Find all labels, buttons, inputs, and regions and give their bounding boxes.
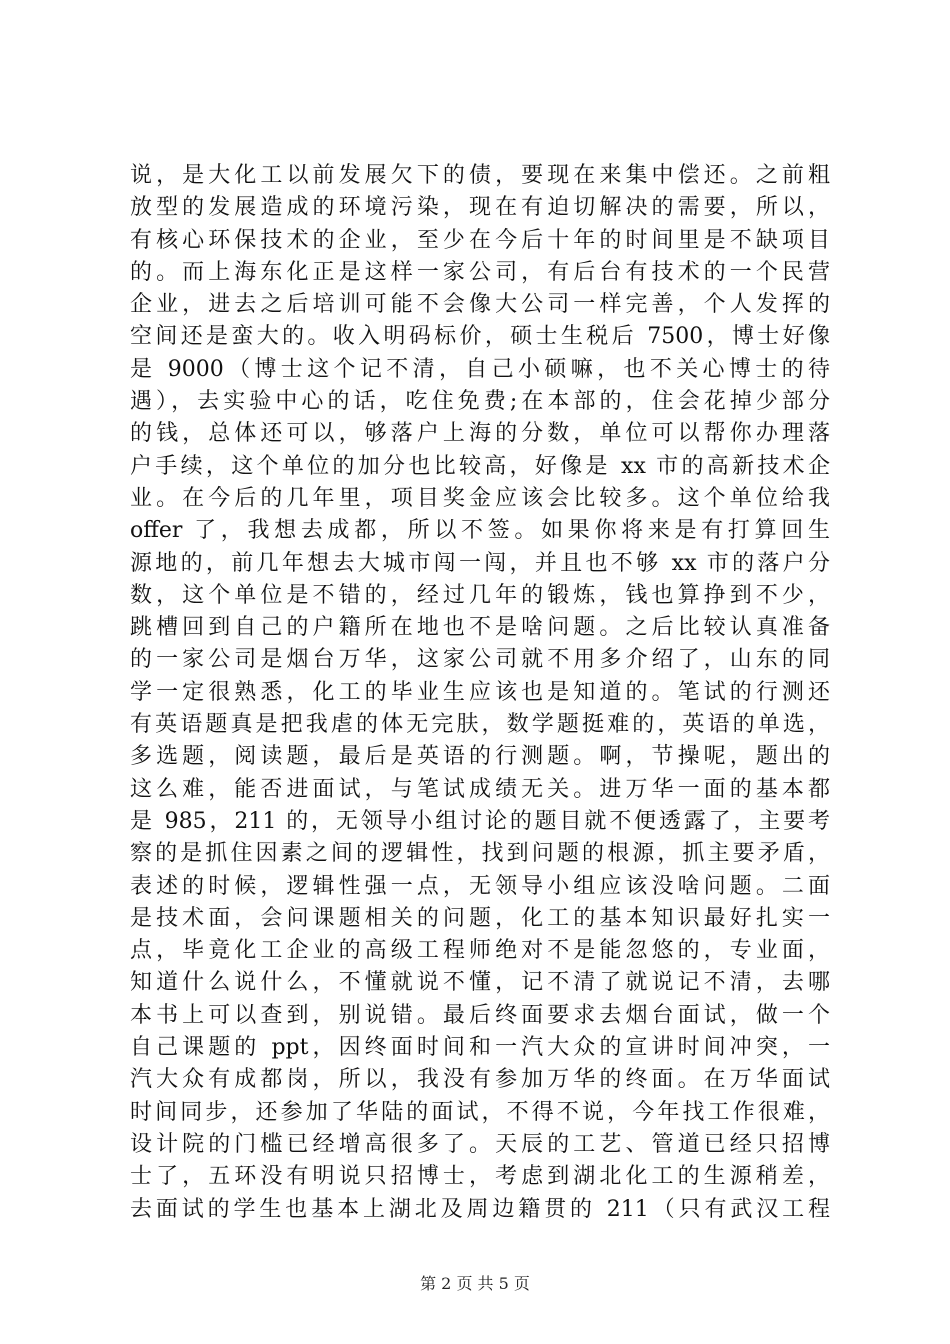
text-line: 企业，进去之后培训可能不会像大公司一样完善，个人发挥的 <box>130 292 830 318</box>
text-line: 跳槽回到自己的户籍所在地也不是啥问题。之后比较认真准备 <box>130 615 830 641</box>
text-line: 是 9000（博士这个记不清，自己小硕嘛，也不关心博士的待 <box>130 356 830 382</box>
text-line: 表述的时候，逻辑性强一点，无领导小组应该没啥问题。二面 <box>130 873 830 899</box>
text-line: 是技术面，会问课题相关的问题，化工的基本知识最好扎实一 <box>130 905 830 931</box>
text-line: 有核心环保技术的企业，至少在今后十年的时间里是不缺项目 <box>130 227 830 253</box>
text-line: 的钱，总体还可以，够落户上海的分数，单位可以帮你办理落 <box>130 421 830 447</box>
text-line: 点，毕竟化工企业的高级工程师绝对不是能忽悠的，专业面， <box>130 938 830 964</box>
text-line: 自己课题的 ppt，因终面时间和一汽大众的宣讲时间冲突，一 <box>130 1035 830 1061</box>
text-line: 本书上可以查到，别说错。最后终面要求去烟台面试，做一个 <box>130 1002 830 1028</box>
text-line: 汽大众有成都岗，所以，我没有参加万华的终面。在万华面试 <box>130 1067 830 1093</box>
text-line: 察的是抓住因素之间的逻辑性，找到问题的根源，抓主要矛盾， <box>130 841 830 867</box>
text-line: 说，是大化工以前发展欠下的债，要现在来集中偿还。之前粗 <box>130 163 830 188</box>
text-line: 士了，五环没有明说只招博士，考虑到湖北化工的生源稍差， <box>130 1164 830 1190</box>
text-line: 数，这个单位是不错的，经过几年的锻炼，钱也算挣到不少， <box>130 582 830 608</box>
text-line: 户手续，这个单位的加分也比较高，好像是 xx 市的高新技术企 <box>130 453 830 479</box>
text-line: 放型的发展造成的环境污染，现在有迫切解决的需要，所以， <box>130 195 830 221</box>
text-line: 多选题，阅读题，最后是英语的行测题。啊，节操呢，题出的 <box>130 744 830 770</box>
text-line: 去面试的学生也基本上湖北及周边籍贯的 211（只有武汉工程 <box>130 1196 830 1222</box>
text-line: 的一家公司是烟台万华，这家公司就不用多介绍了，山东的同 <box>130 647 830 673</box>
text-line: 是 985，211 的，无领导小组讨论的题目就不便透露了，主要考 <box>130 808 830 834</box>
text-line: 空间还是蛮大的。收入明码标价，硕士生税后 7500，博士好像 <box>130 324 830 350</box>
text-line: 知道什么说什么，不懂就说不懂，记不清了就说记不清，去哪 <box>130 970 830 996</box>
text-line: 设计院的门槛已经增高很多了。天辰的工艺、管道已经只招博 <box>130 1131 830 1157</box>
text-line: 遇），去实验中心的话，吃住免费;在本部的，住会花掉少部分 <box>130 389 830 415</box>
page-footer: 第 2 页 共 5 页 <box>420 1274 530 1293</box>
text-line: 学一定很熟悉，化工的毕业生应该也是知道的。笔试的行测还 <box>130 679 830 705</box>
text-line: 源地的，前几年想去大城市闯一闯，并且也不够 xx 市的落户分 <box>130 550 830 576</box>
text-line: 这么难，能否进面试，与笔试成绩无关。进万华一面的基本都 <box>130 776 830 802</box>
text-line: 有英语题真是把我虐的体无完肤，数学题挺难的，英语的单选， <box>130 712 830 738</box>
text-line: 时间同步，还参加了华陆的面试，不得不说，今年找工作很难， <box>130 1099 830 1125</box>
text-line: 业。在今后的几年里，项目奖金应该会比较多。这个单位给我 <box>130 485 830 511</box>
text-line: offer 了，我想去成都，所以不签。如果你将来是有打算回生 <box>130 518 830 544</box>
text-line: 的。而上海东化正是这样一家公司，有后台有技术的一个民营 <box>130 259 830 285</box>
body-text <box>130 160 830 1226</box>
